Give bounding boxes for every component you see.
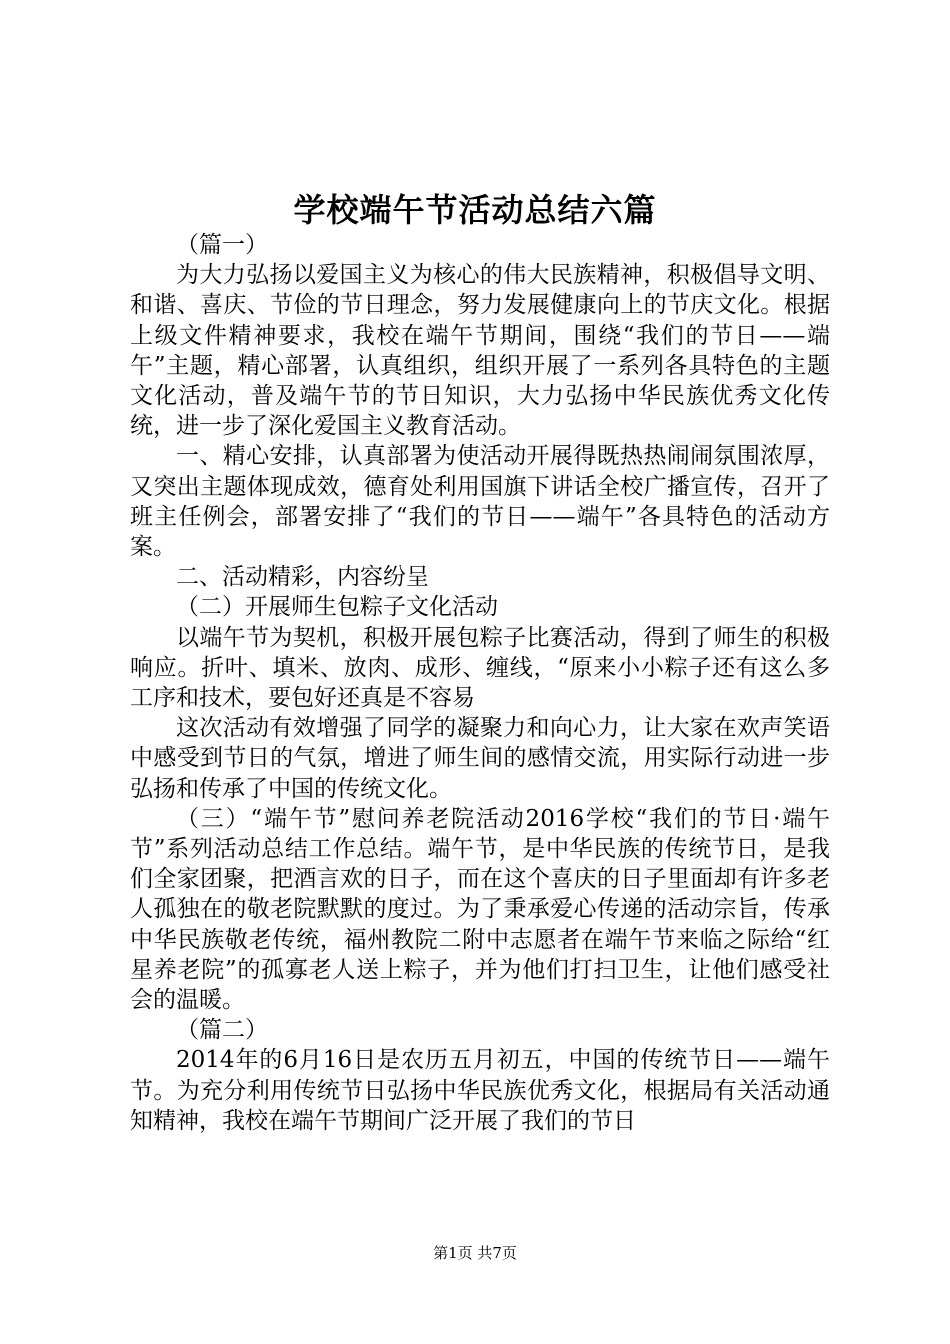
page-footer: 第1页 共7页 xyxy=(433,1244,517,1262)
paragraph: 这次活动有效增强了同学的凝聚力和向心力，让大家在欢声笑语中感受到节日的气氛，增进了师生间的感情交流，用实际行动进一步弘扬和传承了中国的传统文化。 xyxy=(130,715,830,802)
document-body xyxy=(130,230,830,1136)
paragraph: 为大力弘扬以爱国主义为核心的伟大民族精神，积极倡导文明、和谐、喜庆、节俭的节日理念，努力发展健康向上的节庆文化。根据上级文件精神要求，我校在端午节期间，围绕“我们的节日——端午”主题，精心部署，认真组织，组织开展了一系列各具特色的主题文化活动，普及端午节的节日知识，大力弘扬中华民族优秀文化传统，进一步了深化爱国主义教育活动。 xyxy=(130,262,830,440)
paragraph: 以端午节为契机，积极开展包粽子比赛活动，得到了师生的积极响应。折叶、填米、放肉、成形、缠线，“原来小小粽子还有这么多工序和技术，要包好还真是不容易 xyxy=(130,624,830,712)
paragraph: 二、活动精彩，内容纷呈 xyxy=(176,564,429,591)
section-heading: （篇一） xyxy=(176,232,268,258)
section-heading: （篇二） xyxy=(176,1017,268,1044)
paragraph: （二）开展师生包粽子文化活动 xyxy=(176,594,498,621)
document-title: 学校端午节活动总结六篇 xyxy=(293,191,657,229)
paragraph: 一、精心安排，认真部署为使活动开展得既热热闹闹氛围浓厚，又突出主题体现成效，德育处利用国旗下讲话全校广播宣传，召开了班主任例会，部署安排了“我们的节日——端午”各具特色的活动方案。 xyxy=(130,443,830,561)
paragraph: （三）“端午节”慰问养老院活动2016学校“我们的节日·端午节”系列活动总结工作总结。端午节，是中华民族的传统节日，是我们全家团聚，把酒言欢的日子，而在这个喜庆的日子里面却有许多老人孤独在的敬老院默默的度过。为了秉承爱心传递的活动宗旨，传承中华民族敬老传统，福州教院二附中志愿者在端午节来临之际给“红星养老院”的孤寡老人送上粽子，并为他们打扫卫生，让他们感受社会的温暖。 xyxy=(130,805,830,1014)
paragraph: 2014年的6月16日是农历五月初五，中国的传统节日——端午节。为充分利用传统节日弘扬中华民族优秀文化，根据局有关活动通知精神，我校在端午节期间广泛开展了我们的节日 xyxy=(130,1047,830,1134)
